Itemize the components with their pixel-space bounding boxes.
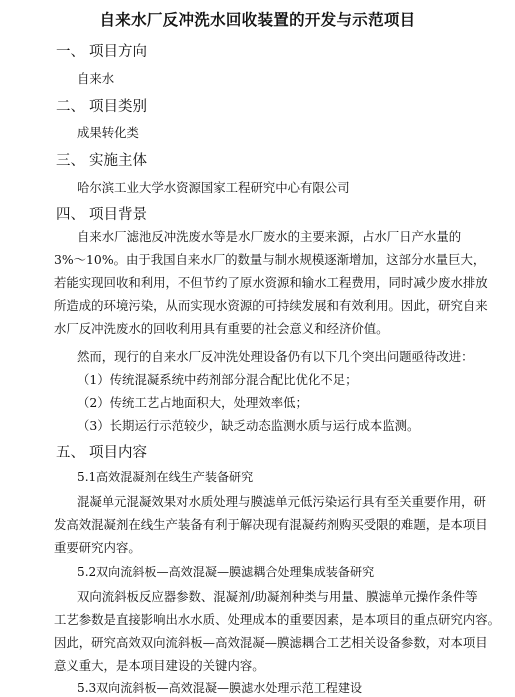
content-line: 重要研究内容。 [54, 540, 141, 555]
section-title: 项目方向 [89, 44, 147, 60]
section-body-direction: 自来水 [77, 71, 115, 86]
subsection-number: 5.3 [77, 681, 97, 695]
background-line: 自来水厂滤池反冲洗废水等是水厂废水的主要来源，占水厂日产水量的 [77, 229, 462, 244]
subsection-heading-5-3 [77, 679, 362, 696]
subsection-title: 双向流斜板—高效混凝—膜滤水处理示范工程建设 [96, 681, 363, 695]
section-number: 三、 [56, 153, 85, 169]
section-number: 四、 [56, 207, 85, 223]
section-heading-category [56, 95, 147, 116]
section-number: 五、 [56, 445, 85, 461]
background-issues-intro: 然而，现行的自来水厂反冲洗处理设备仍有以下几个突出问题亟待改进： [77, 349, 474, 364]
background-line: 所造成的环境污染，从而实现水资源的可持续发展和有效利用。因此，研究自来 [54, 298, 488, 313]
subsection-number: 5.1 [77, 470, 97, 484]
section-title: 实施主体 [89, 153, 147, 169]
section-title: 项目内容 [89, 445, 147, 461]
section-title: 项目类别 [89, 99, 147, 115]
issue-item: （3）长期运行示范较少，缺乏动态监测水质与运行成本监测。 [77, 418, 420, 433]
section-heading-implementer [56, 149, 147, 170]
content-line: 双向流斜板反应器参数、混凝剂/助凝剂种类与用量、膜滤单元操作条件等 [77, 589, 478, 604]
subsection-heading-5-2 [77, 563, 374, 580]
issue-item: （2）传统工艺占地面积大，处理效率低； [77, 395, 308, 410]
subsection-title: 双向流斜板—高效混凝—膜滤耦合处理集成装备研究 [96, 565, 375, 579]
issue-item: （1）传统混凝系统中药剂部分混合配比优化不足； [77, 372, 358, 387]
subsection-title: 高效混凝剂在线生产装备研究 [96, 470, 254, 484]
background-line: 3%～10%。由于我国自来水厂的数量与制水规模逐渐增加，这部分水量巨大， [54, 252, 486, 267]
section-body-category: 成果转化类 [77, 125, 139, 140]
subsection-number: 5.2 [77, 565, 97, 579]
content-line: 混凝单元混凝效果对水质处理与膜滤单元低污染运行具有至关重要作用，研 [77, 494, 486, 509]
section-heading-direction [56, 40, 147, 61]
section-number: 二、 [56, 99, 85, 115]
section-body-implementer: 哈尔滨工业大学水资源国家工程研究中心有限公司 [77, 180, 350, 195]
section-title: 项目背景 [89, 207, 147, 223]
content-line: 发高效混凝剂在线生产装备有利于解决现有混凝药剂购买受限的难题，是本项目 [54, 517, 488, 532]
content-line: 因此，研究高效双向流斜板—高效混凝—膜滤耦合工艺相关设备参数，对本项目 [54, 635, 488, 650]
background-line: 水厂反冲洗废水的回收利用具有重要的社会意义和经济价值。 [54, 321, 389, 336]
section-heading-content [56, 441, 147, 462]
section-heading-background [56, 203, 147, 224]
section-number: 一、 [56, 44, 85, 60]
subsection-heading-5-1 [77, 468, 253, 485]
document-title: 自来水厂反冲洗水回收装置的开发与示范项目 [99, 11, 416, 29]
content-line: 意义重大，是本项目建设的关键内容。 [54, 658, 265, 673]
content-line: 工艺参数是直接影响出水水质、处理成本的重要因素，是本项目的重点研究内容。 [54, 612, 501, 627]
background-line: 若能实现回收和利用，不但节约了原水资源和输水工程费用，同时减少废水排放 [54, 275, 488, 290]
